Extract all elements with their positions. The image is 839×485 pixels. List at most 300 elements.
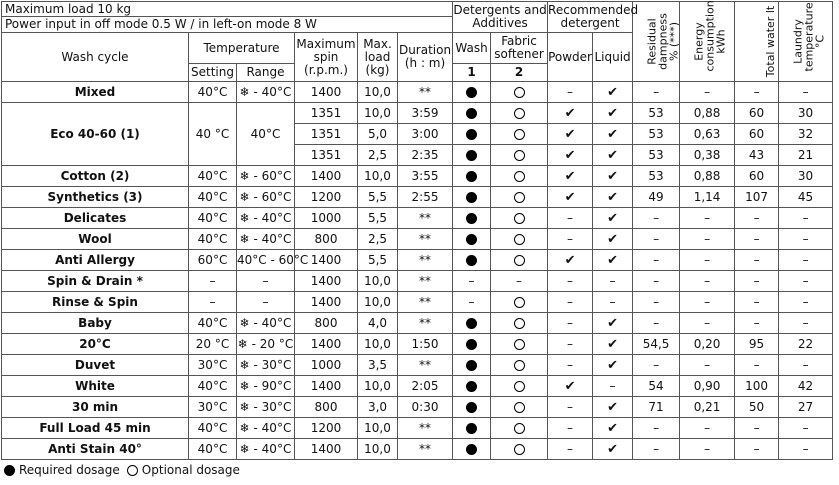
optional-dosage-icon [514, 444, 525, 455]
duration-cell: ** [398, 208, 453, 229]
name-cell: Spin & Drain * [2, 271, 189, 292]
ltemp-cell: 32 [779, 124, 833, 145]
name-cell: Mixed [2, 82, 189, 103]
load-cell: 10,0 [358, 166, 398, 187]
required-dosage-icon [466, 87, 477, 98]
duration-cell: ** [398, 439, 453, 460]
duration-cell: 3:55 [398, 166, 453, 187]
load-cell: 5,5 [358, 250, 398, 271]
ltemp-cell: – [779, 271, 833, 292]
duration-cell: 3:59 [398, 103, 453, 124]
duration-cell: ** [398, 313, 453, 334]
powder-cell: – [548, 229, 593, 250]
wash-cell [453, 334, 491, 355]
spin-cell: 1400 [295, 271, 358, 292]
table-row [2, 397, 833, 418]
optional-dosage-icon [514, 150, 525, 161]
required-dosage-label: Required dosage [19, 463, 120, 477]
setting-cell: 40°C [189, 208, 237, 229]
load-cell: 2,5 [358, 229, 398, 250]
optional-dosage-icon [514, 108, 525, 119]
liquid-cell: ✔ [593, 418, 633, 439]
liquid-header: Liquid [593, 33, 633, 82]
setting-cell: – [189, 292, 237, 313]
setting-cell: 40°C [189, 187, 237, 208]
setting-header: Setting [189, 64, 237, 82]
setting-cell: 40°C [189, 313, 237, 334]
water-cell: 100 [735, 376, 779, 397]
wash-cell [453, 187, 491, 208]
softener-cell [491, 82, 548, 103]
spin-cell: 1000 [295, 208, 358, 229]
load-cell: 3,0 [358, 397, 398, 418]
energy-cell: 0,90 [680, 376, 735, 397]
spin-cell: 800 [295, 313, 358, 334]
required-dosage-icon [466, 318, 477, 329]
residual-cell: – [633, 439, 680, 460]
wash-header: Wash [453, 33, 491, 64]
required-dosage-icon [466, 192, 477, 203]
required-dosage-icon [466, 150, 477, 161]
setting-cell: 40°C [189, 376, 237, 397]
softener-cell [491, 292, 548, 313]
powder-cell: – [548, 292, 593, 313]
table-row [2, 355, 833, 376]
energy-cell: 0,63 [680, 124, 735, 145]
required-dosage-icon [466, 171, 477, 182]
energy-consumption-header: Energy consumption kWh [680, 2, 735, 82]
water-cell: 60 [735, 166, 779, 187]
table-row [2, 334, 833, 355]
optional-dosage-icon [514, 297, 525, 308]
water-cell: – [735, 82, 779, 103]
powder-cell: – [548, 271, 593, 292]
detergents-header: Detergents and Additives [453, 2, 548, 33]
spin-cell: 1000 [295, 355, 358, 376]
load-cell: 2,5 [358, 145, 398, 166]
residual-cell: – [633, 271, 680, 292]
range-cell: ❄ - 40°C [237, 82, 295, 103]
softener-cell [491, 313, 548, 334]
wash-compartment-number: 1 [453, 64, 491, 82]
name-cell: Baby [2, 313, 189, 334]
water-cell: – [735, 250, 779, 271]
table-row [2, 376, 833, 397]
name-cell: Full Load 45 min [2, 418, 189, 439]
ltemp-cell: 21 [779, 145, 833, 166]
residual-cell: – [633, 292, 680, 313]
wash-cell [453, 82, 491, 103]
required-dosage-icon [466, 339, 477, 350]
optional-dosage-icon [514, 192, 525, 203]
duration-cell: ** [398, 355, 453, 376]
water-cell: – [735, 271, 779, 292]
liquid-cell: – [593, 292, 633, 313]
table-row [2, 292, 833, 313]
optional-dosage-icon [514, 234, 525, 245]
table-row [2, 439, 833, 460]
wash-cell [453, 229, 491, 250]
name-cell: Synthetics (3) [2, 187, 189, 208]
softener-cell [491, 376, 548, 397]
spin-cell: 1400 [295, 250, 358, 271]
powder-cell: ✔ [548, 250, 593, 271]
load-cell: 4,0 [358, 313, 398, 334]
range-cell: – [237, 271, 295, 292]
name-cell: White [2, 376, 189, 397]
water-cell: – [735, 208, 779, 229]
table-row [2, 82, 833, 103]
powder-cell: ✔ [548, 166, 593, 187]
duration-cell: ** [398, 229, 453, 250]
energy-cell: – [680, 271, 735, 292]
energy-cell: – [680, 313, 735, 334]
softener-cell [491, 103, 548, 124]
powder-cell: – [548, 355, 593, 376]
energy-cell: – [680, 208, 735, 229]
residual-cell: – [633, 229, 680, 250]
duration-cell: ** [398, 292, 453, 313]
wash-cell [453, 439, 491, 460]
residual-cell: – [633, 355, 680, 376]
liquid-cell: ✔ [593, 145, 633, 166]
name-cell: Anti Stain 40° [2, 439, 189, 460]
energy-cell: 0,88 [680, 166, 735, 187]
energy-cell: – [680, 439, 735, 460]
required-dosage-icon [466, 234, 477, 245]
spin-cell: 1351 [295, 145, 358, 166]
load-cell: 10,0 [358, 376, 398, 397]
powder-cell: ✔ [548, 124, 593, 145]
water-cell: 95 [735, 334, 779, 355]
wash-cell [453, 355, 491, 376]
residual-cell: 53 [633, 103, 680, 124]
softener-cell [491, 208, 548, 229]
load-cell: 5,0 [358, 124, 398, 145]
ltemp-cell: 27 [779, 397, 833, 418]
wash-cell: – [453, 271, 491, 292]
ltemp-cell: 45 [779, 187, 833, 208]
wash-cell [453, 313, 491, 334]
required-dosage-icon [466, 255, 477, 266]
residual-cell: – [633, 313, 680, 334]
powder-cell: – [548, 397, 593, 418]
optional-dosage-icon [514, 423, 525, 434]
residual-cell: 53 [633, 166, 680, 187]
table-row [2, 418, 833, 439]
setting-cell: 20 °C [189, 334, 237, 355]
optional-dosage-icon [514, 402, 525, 413]
powder-cell: – [548, 313, 593, 334]
wash-cell [453, 103, 491, 124]
table-row [2, 250, 833, 271]
temperature-header: Temperature [189, 33, 295, 64]
residual-cell: 71 [633, 397, 680, 418]
energy-cell: 0,88 [680, 103, 735, 124]
ltemp-cell: – [779, 229, 833, 250]
ltemp-cell: 42 [779, 376, 833, 397]
load-cell: 10,0 [358, 271, 398, 292]
softener-cell [491, 250, 548, 271]
name-cell: Anti Allergy [2, 250, 189, 271]
name-cell: Duvet [2, 355, 189, 376]
energy-cell: – [680, 355, 735, 376]
optional-dosage-icon [127, 465, 138, 476]
required-dosage-icon [466, 381, 477, 392]
liquid-cell: – [593, 376, 633, 397]
wash-cell [453, 166, 491, 187]
residual-cell: – [633, 250, 680, 271]
energy-cell: 0,21 [680, 397, 735, 418]
power-input-note: Power input in off mode 0.5 W / in left-on mode 8 W [2, 17, 453, 33]
softener-cell [491, 418, 548, 439]
required-dosage-icon [466, 108, 477, 119]
required-dosage-icon [466, 129, 477, 140]
dosage-legend [4, 463, 240, 477]
energy-cell: 0,20 [680, 334, 735, 355]
setting-cell: 40°C [189, 229, 237, 250]
powder-cell: ✔ [548, 376, 593, 397]
setting-cell: 30°C [189, 397, 237, 418]
water-cell: 107 [735, 187, 779, 208]
name-cell: 30 min [2, 397, 189, 418]
spin-cell: 1200 [295, 418, 358, 439]
softener-cell [491, 334, 548, 355]
water-cell: – [735, 292, 779, 313]
spin-cell: 1400 [295, 166, 358, 187]
duration-cell: 2:55 [398, 187, 453, 208]
water-cell: – [735, 439, 779, 460]
optional-dosage-icon [514, 213, 525, 224]
range-cell: 40°C [237, 103, 295, 166]
setting-cell: 40 °C [189, 103, 237, 166]
setting-cell: 30°C [189, 355, 237, 376]
liquid-cell: ✔ [593, 334, 633, 355]
powder-header: Powder [548, 33, 593, 82]
spin-cell: 800 [295, 229, 358, 250]
residual-cell: – [633, 418, 680, 439]
softener-cell [491, 229, 548, 250]
powder-cell: – [548, 439, 593, 460]
liquid-cell: ✔ [593, 208, 633, 229]
range-cell: ❄ - 40°C [237, 229, 295, 250]
optional-dosage-icon [514, 129, 525, 140]
spin-cell: 1351 [295, 124, 358, 145]
table-row [2, 271, 833, 292]
liquid-cell: ✔ [593, 397, 633, 418]
max-spin-header: Maximum spin (r.p.m.) [295, 33, 358, 82]
optional-dosage-icon [514, 318, 525, 329]
residual-cell: – [633, 208, 680, 229]
load-cell: 10,0 [358, 292, 398, 313]
liquid-cell: ✔ [593, 229, 633, 250]
powder-cell: – [548, 82, 593, 103]
wash-cycle-header: Wash cycle [2, 33, 189, 82]
liquid-cell: ✔ [593, 250, 633, 271]
setting-cell: 40°C [189, 439, 237, 460]
softener-cell [491, 187, 548, 208]
water-cell: – [735, 355, 779, 376]
ltemp-cell: – [779, 355, 833, 376]
duration-cell: ** [398, 418, 453, 439]
laundry-temperature-header: Laundry temperature °C [779, 2, 833, 82]
wash-cell [453, 208, 491, 229]
softener-cell [491, 355, 548, 376]
liquid-cell: ✔ [593, 166, 633, 187]
ltemp-cell: – [779, 418, 833, 439]
wash-cell [453, 124, 491, 145]
required-dosage-icon [4, 465, 15, 476]
ltemp-cell: 30 [779, 166, 833, 187]
softener-cell [491, 397, 548, 418]
duration-cell: 3:00 [398, 124, 453, 145]
fabric-softener-header: Fabric softener [491, 33, 548, 64]
table-row [2, 187, 833, 208]
optional-dosage-icon [514, 360, 525, 371]
range-cell: 40°C - 60°C [237, 250, 295, 271]
load-cell: 5,5 [358, 208, 398, 229]
table-row [2, 208, 833, 229]
liquid-cell: ✔ [593, 187, 633, 208]
spin-cell: 1351 [295, 103, 358, 124]
wash-cell [453, 397, 491, 418]
water-cell: 60 [735, 124, 779, 145]
range-cell: ❄ - 90°C [237, 376, 295, 397]
optional-dosage-icon [514, 255, 525, 266]
duration-cell: ** [398, 82, 453, 103]
ltemp-cell: – [779, 82, 833, 103]
wash-cell: – [453, 292, 491, 313]
range-cell: ❄ - 40°C [237, 418, 295, 439]
table-row [2, 229, 833, 250]
powder-cell: – [548, 334, 593, 355]
wash-program-table [1, 1, 833, 460]
residual-cell: 54 [633, 376, 680, 397]
spin-cell: 800 [295, 397, 358, 418]
wash-cell [453, 418, 491, 439]
duration-cell: 1:50 [398, 334, 453, 355]
water-cell: – [735, 418, 779, 439]
optional-dosage-icon [514, 171, 525, 182]
load-cell: 10,0 [358, 103, 398, 124]
ltemp-cell: – [779, 250, 833, 271]
powder-cell: – [548, 418, 593, 439]
softener-cell [491, 145, 548, 166]
water-cell: 43 [735, 145, 779, 166]
ltemp-cell: – [779, 313, 833, 334]
required-dosage-icon [466, 360, 477, 371]
range-cell: ❄ - 30°C [237, 355, 295, 376]
spin-cell: 1200 [295, 187, 358, 208]
name-cell: 20°C [2, 334, 189, 355]
energy-cell: – [680, 82, 735, 103]
residual-cell: – [633, 82, 680, 103]
duration-cell: ** [398, 250, 453, 271]
table-row [2, 313, 833, 334]
range-cell: ❄ - 20 °C [237, 334, 295, 355]
load-cell: 10,0 [358, 82, 398, 103]
energy-cell: – [680, 418, 735, 439]
recommended-detergent-header: Recommended detergent [548, 2, 633, 33]
ltemp-cell: – [779, 292, 833, 313]
residual-cell: 49 [633, 187, 680, 208]
residual-cell: 53 [633, 145, 680, 166]
name-cell: Wool [2, 229, 189, 250]
name-cell: Rinse & Spin [2, 292, 189, 313]
duration-cell: 2:35 [398, 145, 453, 166]
spin-cell: 1400 [295, 334, 358, 355]
softener-compartment-number: 2 [491, 64, 548, 82]
optional-dosage-label: Optional dosage [141, 463, 240, 477]
setting-cell: – [189, 271, 237, 292]
ltemp-cell: – [779, 208, 833, 229]
liquid-cell: – [593, 271, 633, 292]
water-cell: 50 [735, 397, 779, 418]
water-cell: 60 [735, 103, 779, 124]
name-cell: Delicates [2, 208, 189, 229]
required-dosage-icon [466, 444, 477, 455]
spin-cell: 1400 [295, 292, 358, 313]
optional-dosage-icon [514, 381, 525, 392]
softener-cell [491, 439, 548, 460]
name-cell: Eco 40-60 (1) [2, 103, 189, 166]
wash-cell [453, 376, 491, 397]
powder-cell: ✔ [548, 103, 593, 124]
liquid-cell: ✔ [593, 124, 633, 145]
range-cell: ❄ - 30°C [237, 397, 295, 418]
required-dosage-icon [466, 402, 477, 413]
liquid-cell: ✔ [593, 439, 633, 460]
load-cell: 5,5 [358, 187, 398, 208]
range-cell: ❄ - 40°C [237, 208, 295, 229]
powder-cell: – [548, 208, 593, 229]
range-cell: ❄ - 40°C [237, 313, 295, 334]
water-cell: – [735, 313, 779, 334]
optional-dosage-icon [514, 339, 525, 350]
liquid-cell: ✔ [593, 103, 633, 124]
residual-cell: 54,5 [633, 334, 680, 355]
spin-cell: 1400 [295, 82, 358, 103]
powder-cell: ✔ [548, 145, 593, 166]
wash-cell [453, 250, 491, 271]
liquid-cell: ✔ [593, 313, 633, 334]
wash-program-rows [2, 82, 833, 460]
softener-cell [491, 166, 548, 187]
setting-cell: 40°C [189, 418, 237, 439]
ltemp-cell: 30 [779, 103, 833, 124]
spin-cell: 1400 [295, 376, 358, 397]
residual-cell: 53 [633, 124, 680, 145]
setting-cell: 40°C [189, 166, 237, 187]
range-cell: – [237, 292, 295, 313]
setting-cell: 40°C [189, 82, 237, 103]
energy-cell: 1,14 [680, 187, 735, 208]
spin-cell: 1400 [295, 439, 358, 460]
wash-cell [453, 145, 491, 166]
required-dosage-icon [466, 213, 477, 224]
setting-cell: 60°C [189, 250, 237, 271]
name-cell: Cotton (2) [2, 166, 189, 187]
range-cell: ❄ - 60°C [237, 187, 295, 208]
duration-cell: 2:05 [398, 376, 453, 397]
range-header: Range [237, 64, 295, 82]
table-row [2, 166, 833, 187]
energy-cell: – [680, 292, 735, 313]
range-cell: ❄ - 40°C [237, 439, 295, 460]
load-cell: 10,0 [358, 439, 398, 460]
energy-cell: – [680, 250, 735, 271]
duration-header: Duration (h : m) [398, 33, 453, 82]
